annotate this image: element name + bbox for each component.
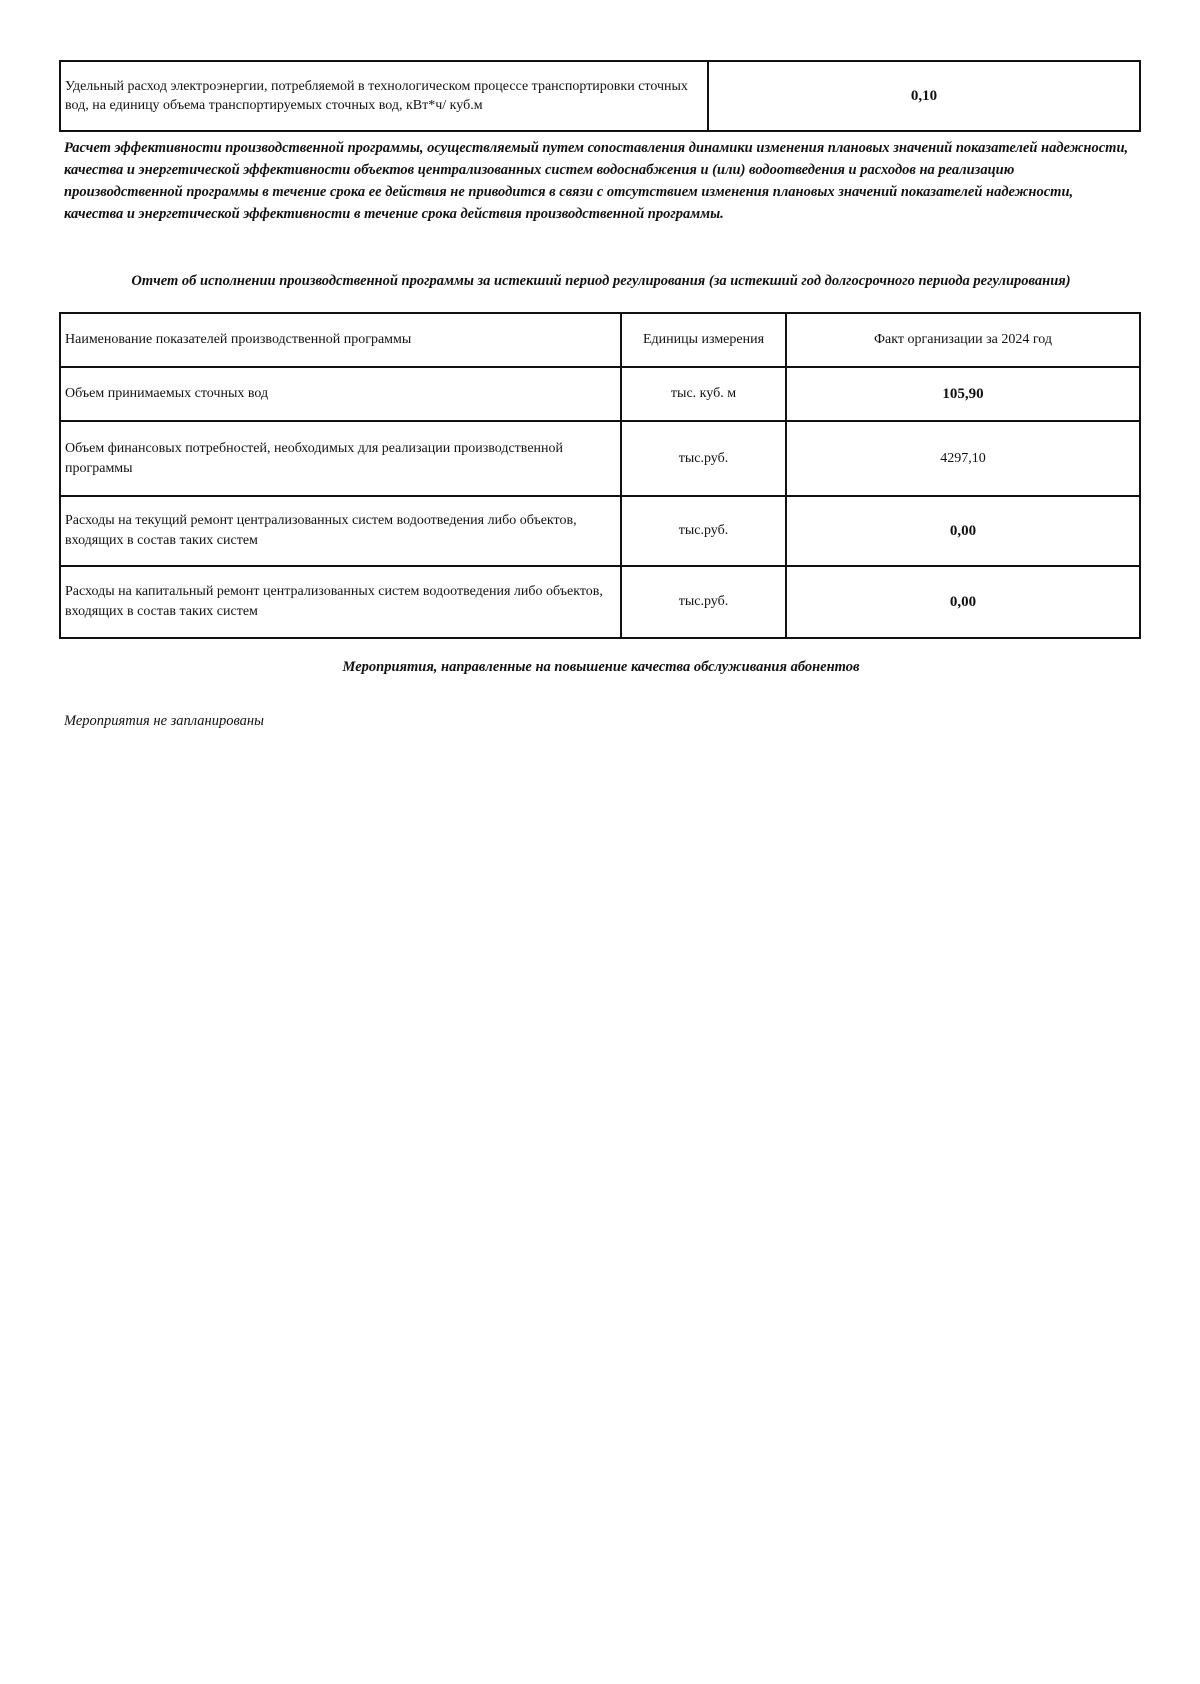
row-value: 0,00: [786, 496, 1140, 566]
header-fact: Факт организации за 2024 год: [786, 313, 1140, 367]
table-row: [60, 421, 1140, 496]
efficiency-note: Расчет эффективности производственной программы, осуществляемый путем сопоставления динамики изменения плановых значений показателей надежности, качества и энергетической эффективности объектов централизованных систем водоснабжения и (или) водоотведения и расходов на реализацию производственной программы в течение срока ее действия не приводится в связи с отсутствием изменения плановых значений показателей надежности, качества и энергетической эффективности в течение срока действия производственной программы.: [64, 140, 1129, 222]
row-name: Объем финансовых потребностей, необходимых для реализации производственной программы: [60, 421, 621, 496]
table-header-row: [60, 313, 1140, 367]
measures-title: Мероприятия, направленные на повышение качества обслуживания абонентов: [342, 659, 860, 675]
header-unit: Единицы измерения: [621, 313, 786, 367]
row-unit: тыс.руб.: [621, 566, 786, 638]
row-unit: тыс.руб.: [621, 496, 786, 566]
measures-text: Мероприятия не запланированы: [64, 713, 264, 729]
row-name: Объем принимаемых сточных вод: [60, 367, 621, 421]
row-unit: тыс. куб. м: [621, 367, 786, 421]
row-name: Расходы на капитальный ремонт централизованных систем водоотведения либо объектов, входящих в состав таких систем: [60, 566, 621, 638]
report-table: [59, 312, 1141, 639]
row-value: 0,00: [786, 566, 1140, 638]
row-unit: тыс.руб.: [621, 421, 786, 496]
row-value: 105,90: [786, 367, 1140, 421]
report-title: Отчет об исполнении производственной программы за истекший период регулирования (за истекший год долгосрочного периода регулирования): [131, 273, 1071, 289]
indicator-value-cell: 0,10: [708, 61, 1140, 131]
indicator-name-cell: Удельный расход электроэнергии, потребляемой в технологическом процессе транспортировки сточных вод, на единицу объема транспортируемых сточных вод, кВт*ч/ куб.м: [60, 61, 708, 131]
header-name: Наименование показателей производственной программы: [60, 313, 621, 367]
table-row: [60, 496, 1140, 566]
row-name: Расходы на текущий ремонт централизованных систем водоотведения либо объектов, входящих в состав таких систем: [60, 496, 621, 566]
energy-indicator-table: [59, 60, 1141, 132]
table-row: [60, 61, 1140, 131]
row-value: 4297,10: [786, 421, 1140, 496]
table-row: [60, 367, 1140, 421]
table-row: [60, 566, 1140, 638]
